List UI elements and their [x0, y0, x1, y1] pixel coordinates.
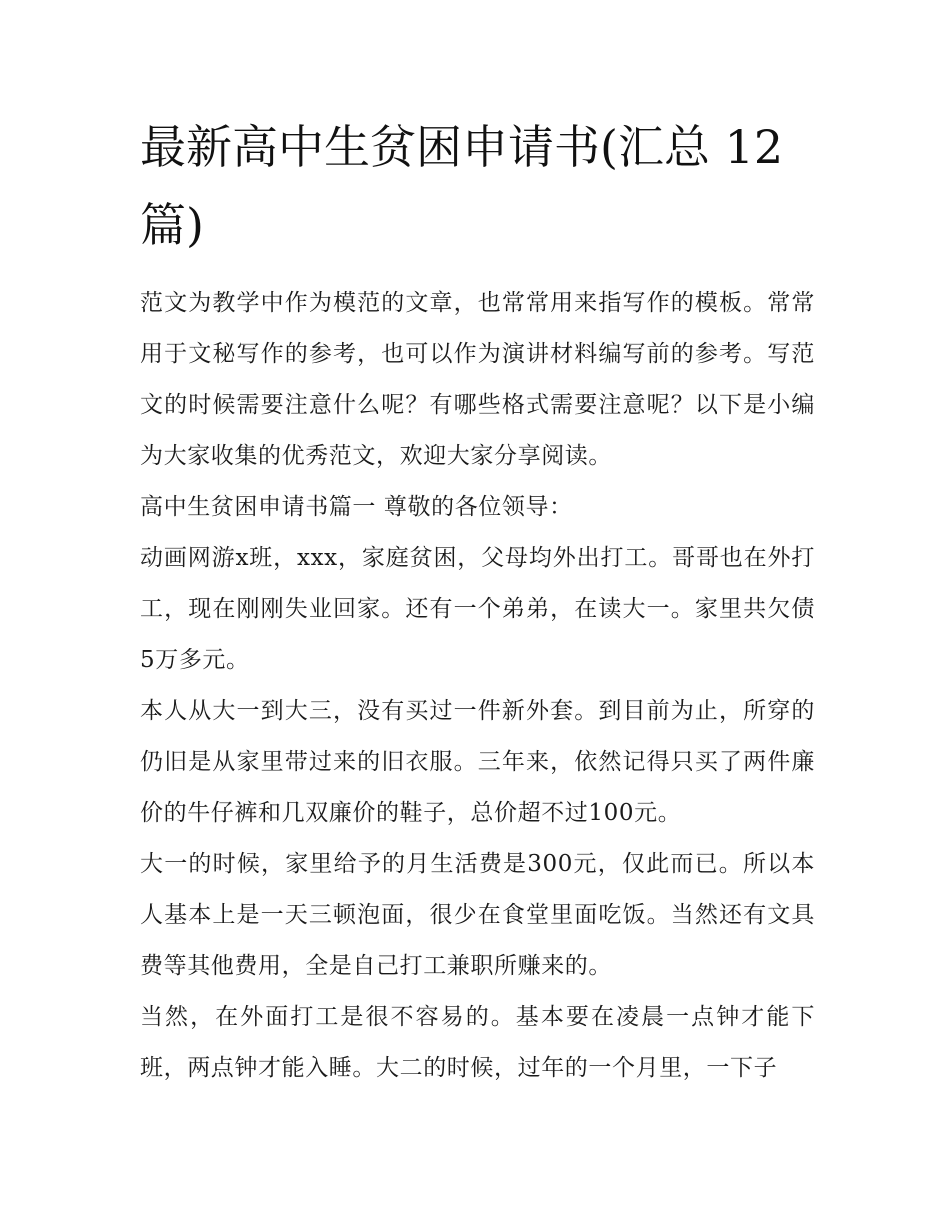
document-body [140, 278, 815, 1094]
document-title: 最新高中生贫困申请书(汇总 12篇) [140, 120, 784, 252]
paragraph-family-situation: 动画网游x班，xxx，家庭贫困，父母均外出打工。哥哥也在外打工，现在刚刚失业回家。还有一个弟弟，在读大一。家里共欠债5万多元。 [140, 545, 815, 673]
paragraph-living-expenses: 大一的时候，家里给予的月生活费是300元，仅此而已。所以本人基本上是一天三顿泡面，很少在食堂里面吃饭。当然还有文具费等其他费用，全是自己打工兼职所赚来的。 [140, 851, 815, 979]
paragraph-intro: 范文为教学中作为模范的文章，也常常用来指写作的模板。常常用于文秘写作的参考，也可以作为演讲材料编写前的参考。写范文的时候需要注意什么呢？有哪些格式需要注意呢？以下是小编为大家收集的优秀范文，欢迎大家分享阅读。 [140, 290, 815, 469]
paragraph-part-time-work: 当然，在外面打工是很不容易的。基本要在凌晨一点钟才能下班，两点钟才能入睡。大二的时候，过年的一个月里，一下子 [140, 1004, 815, 1081]
paragraph-clothing: 本人从大一到大三，没有买过一件新外套。到目前为止，所穿的仍旧是从家里带过来的旧衣服。三年来，依然记得只买了两件廉价的牛仔裤和几双廉价的鞋子，总价超不过100元。 [140, 698, 815, 826]
paragraph-salutation: 高中生贫困申请书篇一 尊敬的各位领导： [140, 494, 573, 520]
